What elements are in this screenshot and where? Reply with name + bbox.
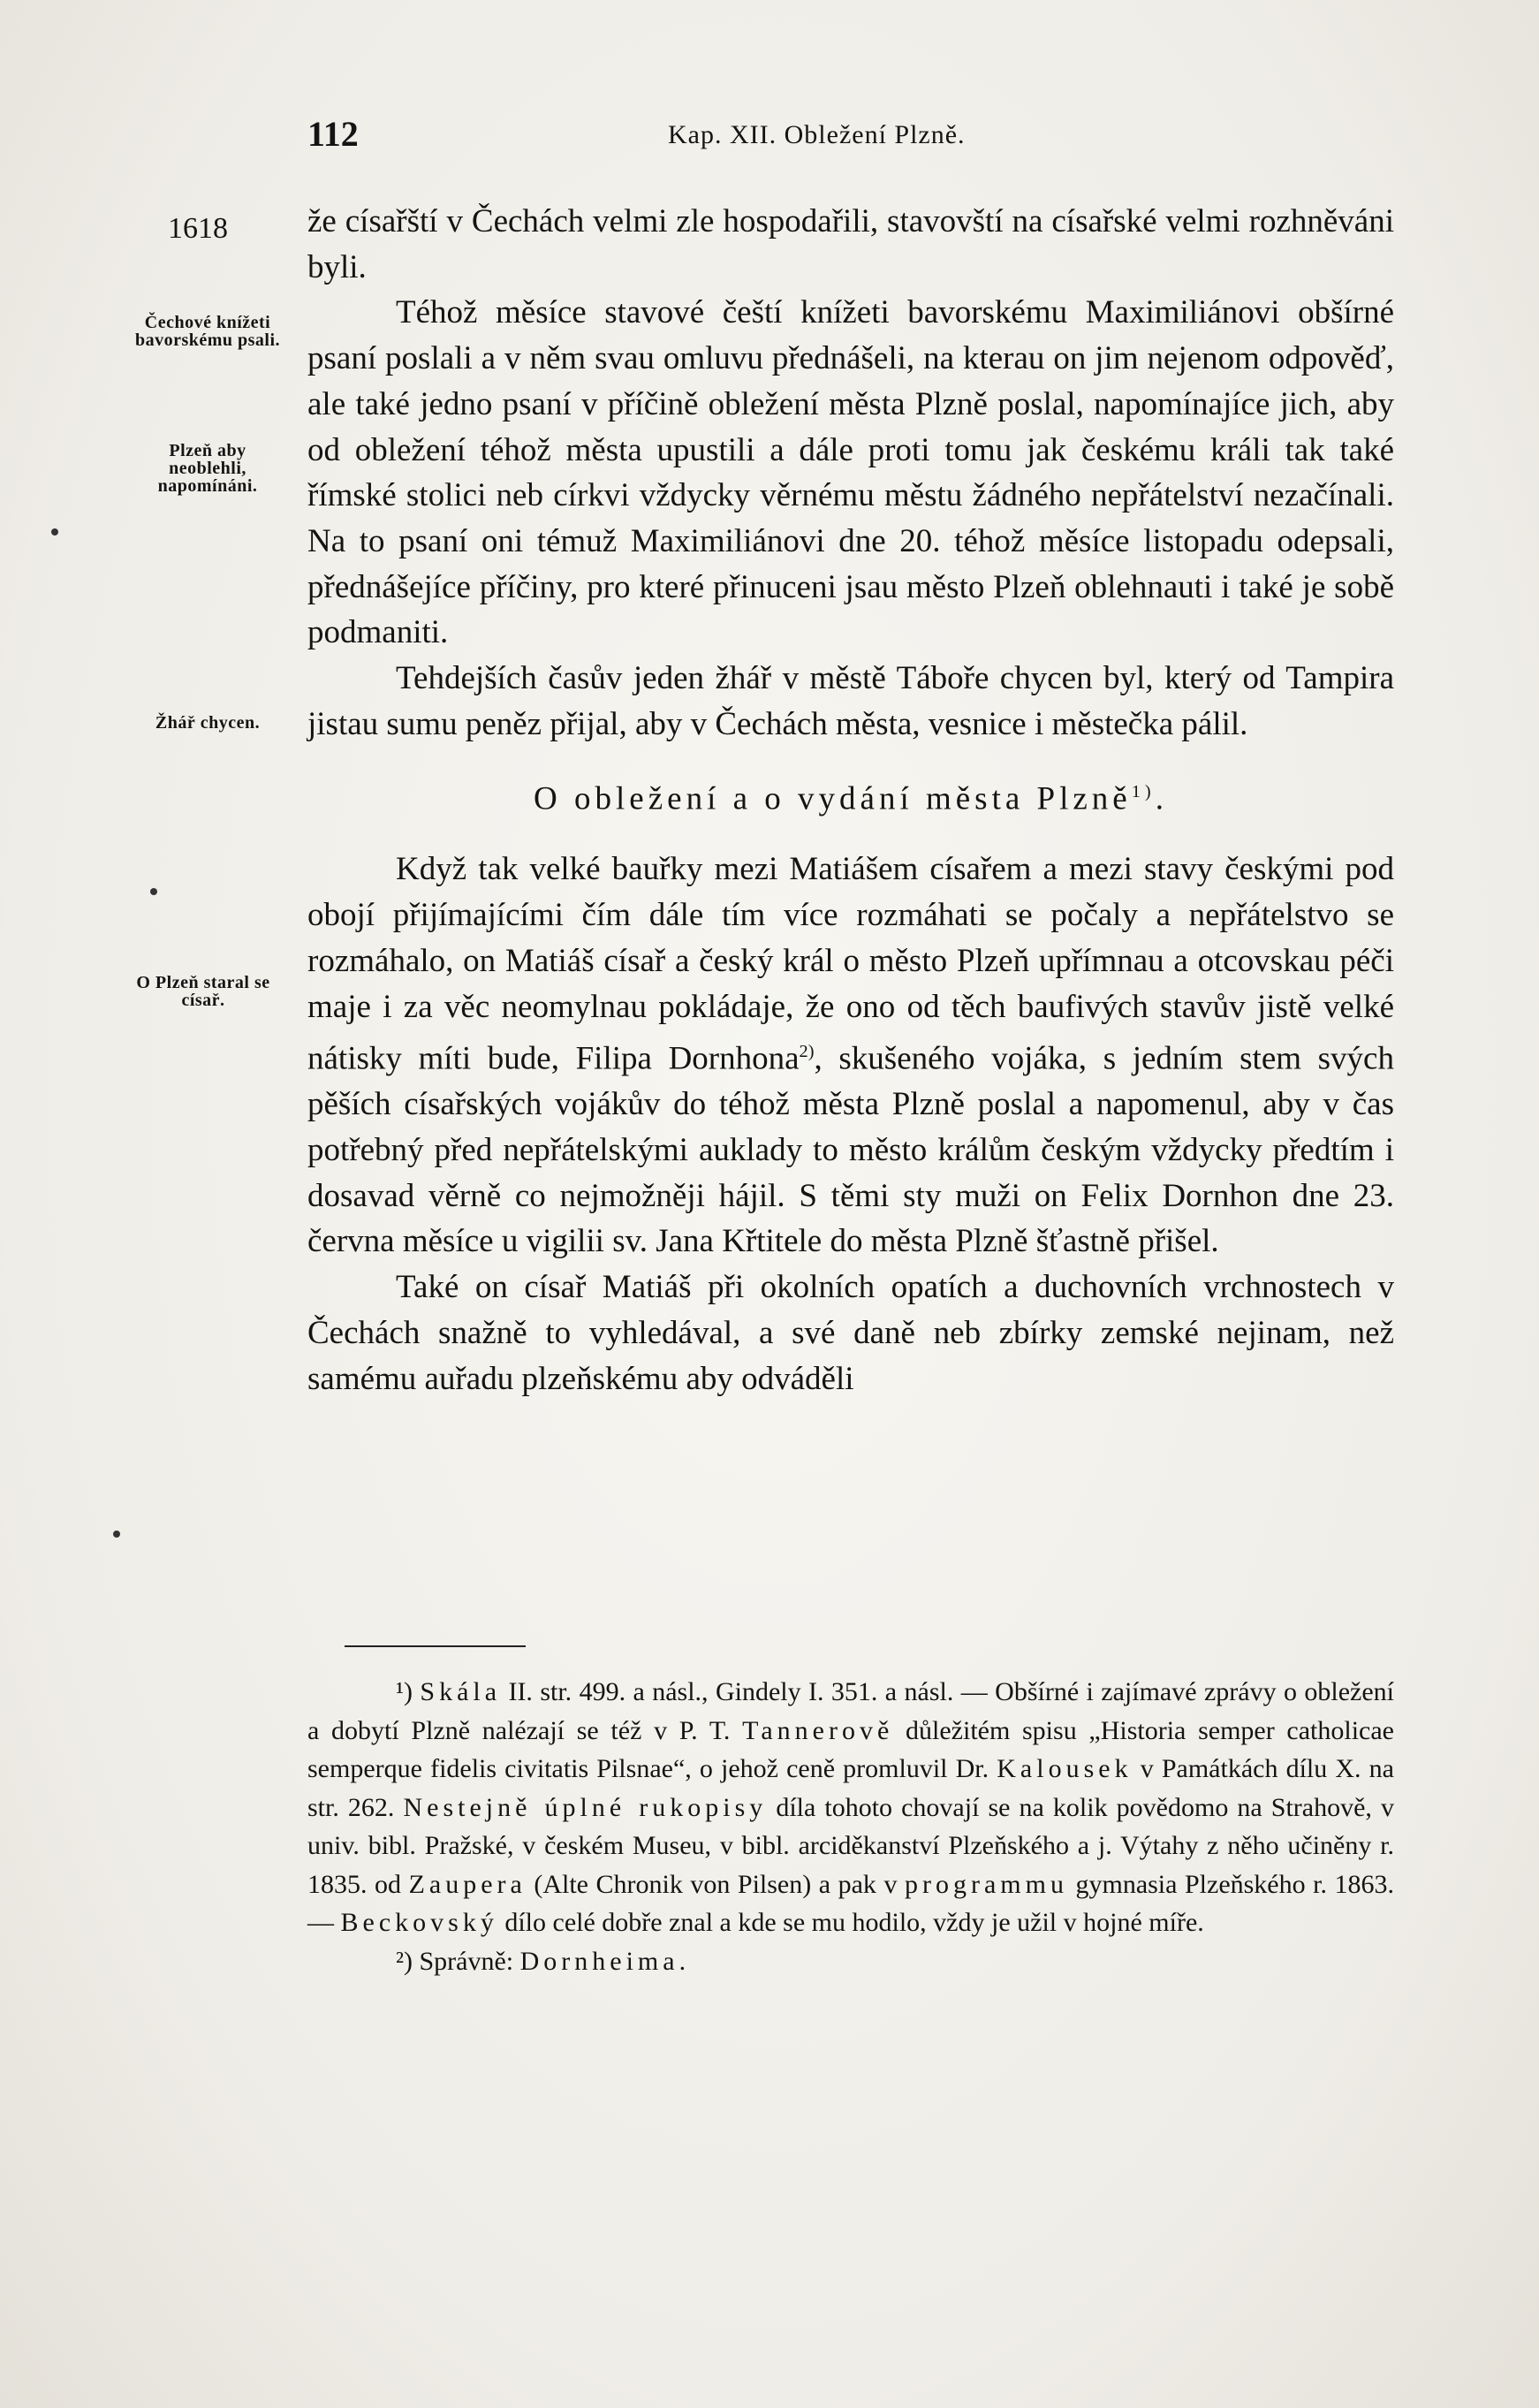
- paragraph-2: Téhož měsíce stavové čeští knížeti bavorskému Maximiliánovi obšírné psaní poslali a v něm svau omluvu přednášeli, na kterau on jim nejenom odpověď, ale také jedno psaní v příčině obležení města Plzně poslal, napomínajíce jich, aby od obležení téhož města upustili a dále proti tomu jak českému králi tak také římské stolici neb církvi vždycky věrnému městu žádného nepřátelství nezačínali. Na to psaní oni témuž Maximiliánovi dne 20. téhož měsíce listopadu odepsali, přednášejíce příčiny, pro které přinuceni jsau město Plzeň oblehnauti i také je sobě podmaniti.: [307, 294, 1394, 651]
- footnote-rule: [345, 1645, 526, 1647]
- page-speck: [113, 1531, 120, 1538]
- section-heading: O obležení a o vydání města Plzně$^{1)}$.: [534, 780, 1168, 817]
- margin-year: 1618: [168, 212, 228, 245]
- paragraph-3: Tehdejších časův jeden žhář v městě Táboře chycen byl, který od Tampira jistau sumu peněz přijal, aby v Čechách města, vesnice i městečka pálil.: [307, 660, 1394, 742]
- page-speck: [150, 888, 157, 895]
- main-text: [307, 199, 1394, 1402]
- running-head: Kap. XII. Obležení Plzně.: [668, 120, 966, 149]
- margin-note-emperor: O Plzeň staral se císař.: [136, 973, 270, 1010]
- footnotes: [307, 1673, 1394, 1980]
- heading-footnote-ref: 1): [1131, 782, 1156, 802]
- footnote-ref-2: 2): [799, 1042, 815, 1062]
- paragraph-4: Když tak velké bauřky mezi Matiášem císařem a mezi stavy českými pod obojí přijímajícími čím dále tím více rozmáhati se počaly a nepřátelstvo se rozmáhalo, on Matiáš císař a český král o město Plzeň upřímnau a otcovskau péči maje i za věc neomylnau pokládaje, že ono od těch baufivých stavův jistě velké nátisky míti bude, Filipa Dornhona$^{2)}$, skušeného vojáka, s jedním stem svých pěších císařských vojákův do téhož města Plzně poslal a napomenul, aby v čas potřebný před nepřátelskými auklady to město králům českým vždycky předtím i dosavad věrně co nejmožněji hájil. S těmi sty muži on Felix Dornhon dne 23. června měsíce u vigilii sv. Jana Křtitele do města Plzně šťastně přišel.: [307, 851, 1394, 1260]
- margin-note-bavaria: Čechové knížeti bavorskému psali.: [134, 313, 281, 350]
- margin-note-arsonist: Žhář chycen.: [155, 713, 261, 733]
- page-header: [307, 113, 1394, 166]
- footnote-1: ¹) Skála II. str. 499. a násl., Gindely I. 351. a násl. — Obšírné i zajímavé zprávy o obležení a dobytí Plzně nalézají se též v P. T. Tannerově důležitém spisu „Historia semper catholicae semperque fidelis civitatis Pilsnae“, o jehož ceně promluvil Dr. Kalousek v Památkách dílu X. na str. 262. Nestejně úplné rukopisy díla tohoto chovají se na kolik povědomo na Strahově, v univ. bibl. Pražské, v českém Museu, v bibl. arciděkanství Plzeňského a j. Výtahy z něho učiněny r. 1835. od Zaupera (Alte Chronik von Pilsen) a pak v programmu gymnasia Plzeňského r. 1863. — Beckovský dílo celé dobře znal a kde se mu hodilo, vždy je užil v hojné míře.: [307, 1677, 1395, 1937]
- paragraph-5: Také on císař Matiáš při okolních opatích a duchovních vrchnostech v Čechách snažně to vyhledával, a své daně neb zbírky zemské nejinam, než samému auřadu plzeňskému aby odváděli: [307, 1269, 1394, 1397]
- paragraph-1: že císařští v Čechách velmi zle hospodařili, stavovští na císařské velmi rozhněváni byli.: [307, 203, 1394, 285]
- page-speck: [51, 528, 58, 536]
- page-number: 112: [307, 114, 359, 154]
- footnote-2: ²) Správně: Dornheima.: [396, 1946, 686, 1976]
- margin-note-pilsen-siege: Plzeň aby neoblehli, napomínáni.: [157, 441, 258, 496]
